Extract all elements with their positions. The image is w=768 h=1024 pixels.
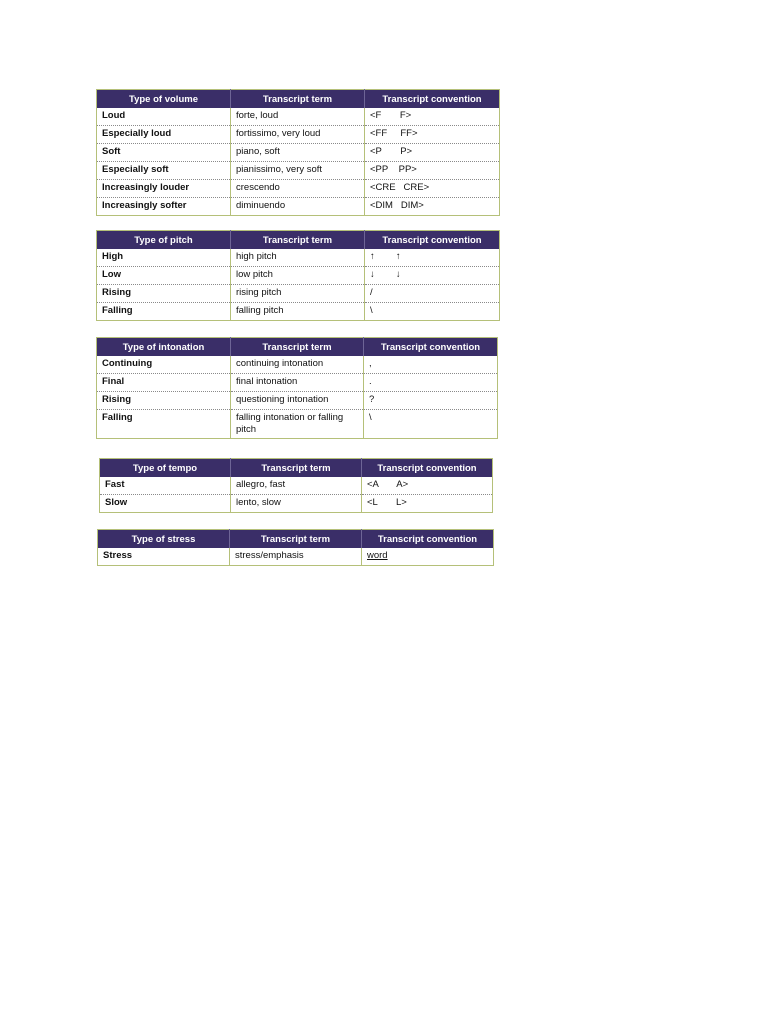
column-header-convention: Transcript convention [362, 530, 494, 549]
cell-convention: <A A> [362, 477, 493, 495]
cell-type: Rising [97, 392, 231, 410]
cell-convention: / [365, 285, 500, 303]
table-row [97, 162, 500, 180]
table-header-row [98, 530, 494, 549]
cell-convention: <F F> [365, 108, 500, 126]
volume-table [96, 89, 500, 216]
column-header-term: Transcript term [230, 530, 362, 549]
cell-type: Especially loud [97, 126, 231, 144]
cell-type: Increasingly louder [97, 180, 231, 198]
cell-type: Rising [97, 285, 231, 303]
cell-type: Slow [100, 495, 231, 513]
cell-convention: <PP PP> [365, 162, 500, 180]
table-header-row [100, 459, 493, 478]
cell-term: piano, soft [231, 144, 365, 162]
cell-term: high pitch [231, 249, 365, 267]
column-header-type: Type of intonation [97, 338, 231, 357]
cell-term: falling pitch [231, 303, 365, 321]
cell-convention: . [364, 374, 498, 392]
cell-term: questioning intonation [231, 392, 364, 410]
underlined-word: word [367, 550, 388, 561]
cell-type: Low [97, 267, 231, 285]
table-row [100, 477, 493, 495]
table-row [97, 108, 500, 126]
cell-term: rising pitch [231, 285, 365, 303]
table-row [97, 356, 498, 374]
table-header-row [97, 338, 498, 357]
cell-term: lento, slow [231, 495, 362, 513]
cell-term: final intonation [231, 374, 364, 392]
cell-type: Final [97, 374, 231, 392]
cell-convention [362, 548, 494, 566]
column-header-term: Transcript term [231, 338, 364, 357]
table-row [97, 267, 500, 285]
table-row [97, 144, 500, 162]
column-header-convention: Transcript convention [362, 459, 493, 478]
tempo-table [99, 458, 493, 513]
table-row [97, 126, 500, 144]
cell-convention: \ [364, 410, 498, 439]
table-row [97, 392, 498, 410]
column-header-term: Transcript term [231, 90, 365, 109]
table-row [97, 410, 498, 439]
cell-convention: ↑ ↑ [365, 249, 500, 267]
table-row [97, 374, 498, 392]
cell-convention: <CRE CRE> [365, 180, 500, 198]
cell-term: falling intonation or falling pitch [231, 410, 364, 439]
column-header-convention: Transcript convention [365, 90, 500, 109]
pitch-table [96, 230, 500, 321]
table-row [100, 495, 493, 513]
cell-type: Stress [103, 550, 133, 561]
table-row [97, 303, 500, 321]
table-row [98, 548, 494, 566]
cell-term: low pitch [231, 267, 365, 285]
cell-convention: ↓ ↓ [365, 267, 500, 285]
cell-type: Falling [97, 303, 231, 321]
stress-table [97, 529, 494, 566]
cell-term: stress/emphasis [230, 548, 362, 566]
cell-term: allegro, fast [231, 477, 362, 495]
cell-type: Especially soft [97, 162, 231, 180]
table-row [97, 198, 500, 216]
column-header-type: Type of stress [98, 530, 230, 549]
cell-convention: , [364, 356, 498, 374]
cell-type: Increasingly softer [97, 198, 231, 216]
table-row [97, 285, 500, 303]
cell-convention: ? [364, 392, 498, 410]
cell-convention: <P P> [365, 144, 500, 162]
column-header-convention: Transcript convention [365, 231, 500, 250]
cell-term: fortissimo, very loud [231, 126, 365, 144]
cell-type: Falling [97, 410, 231, 439]
column-header-type: Type of tempo [100, 459, 231, 478]
cell-term: pianissimo, very soft [231, 162, 365, 180]
cell-type: High [102, 251, 124, 262]
cell-type: Continuing [102, 358, 153, 369]
intonation-table [96, 337, 498, 439]
column-header-type: Type of volume [97, 90, 231, 109]
cell-convention: <DIM DIM> [365, 198, 500, 216]
cell-type: Loud [102, 110, 126, 121]
column-header-convention: Transcript convention [364, 338, 498, 357]
table-header-row [97, 90, 500, 109]
table-row [97, 249, 500, 267]
cell-convention: \ [365, 303, 500, 321]
column-header-term: Transcript term [231, 231, 365, 250]
cell-type: Fast [105, 479, 125, 490]
table-header-row [97, 231, 500, 250]
cell-term: continuing intonation [231, 356, 364, 374]
cell-convention: <FF FF> [365, 126, 500, 144]
table-row [97, 180, 500, 198]
cell-term: diminuendo [231, 198, 365, 216]
cell-convention: <L L> [362, 495, 493, 513]
column-header-term: Transcript term [231, 459, 362, 478]
column-header-type: Type of pitch [97, 231, 231, 250]
cell-term: crescendo [231, 180, 365, 198]
cell-type: Soft [97, 144, 231, 162]
cell-term: forte, loud [231, 108, 365, 126]
